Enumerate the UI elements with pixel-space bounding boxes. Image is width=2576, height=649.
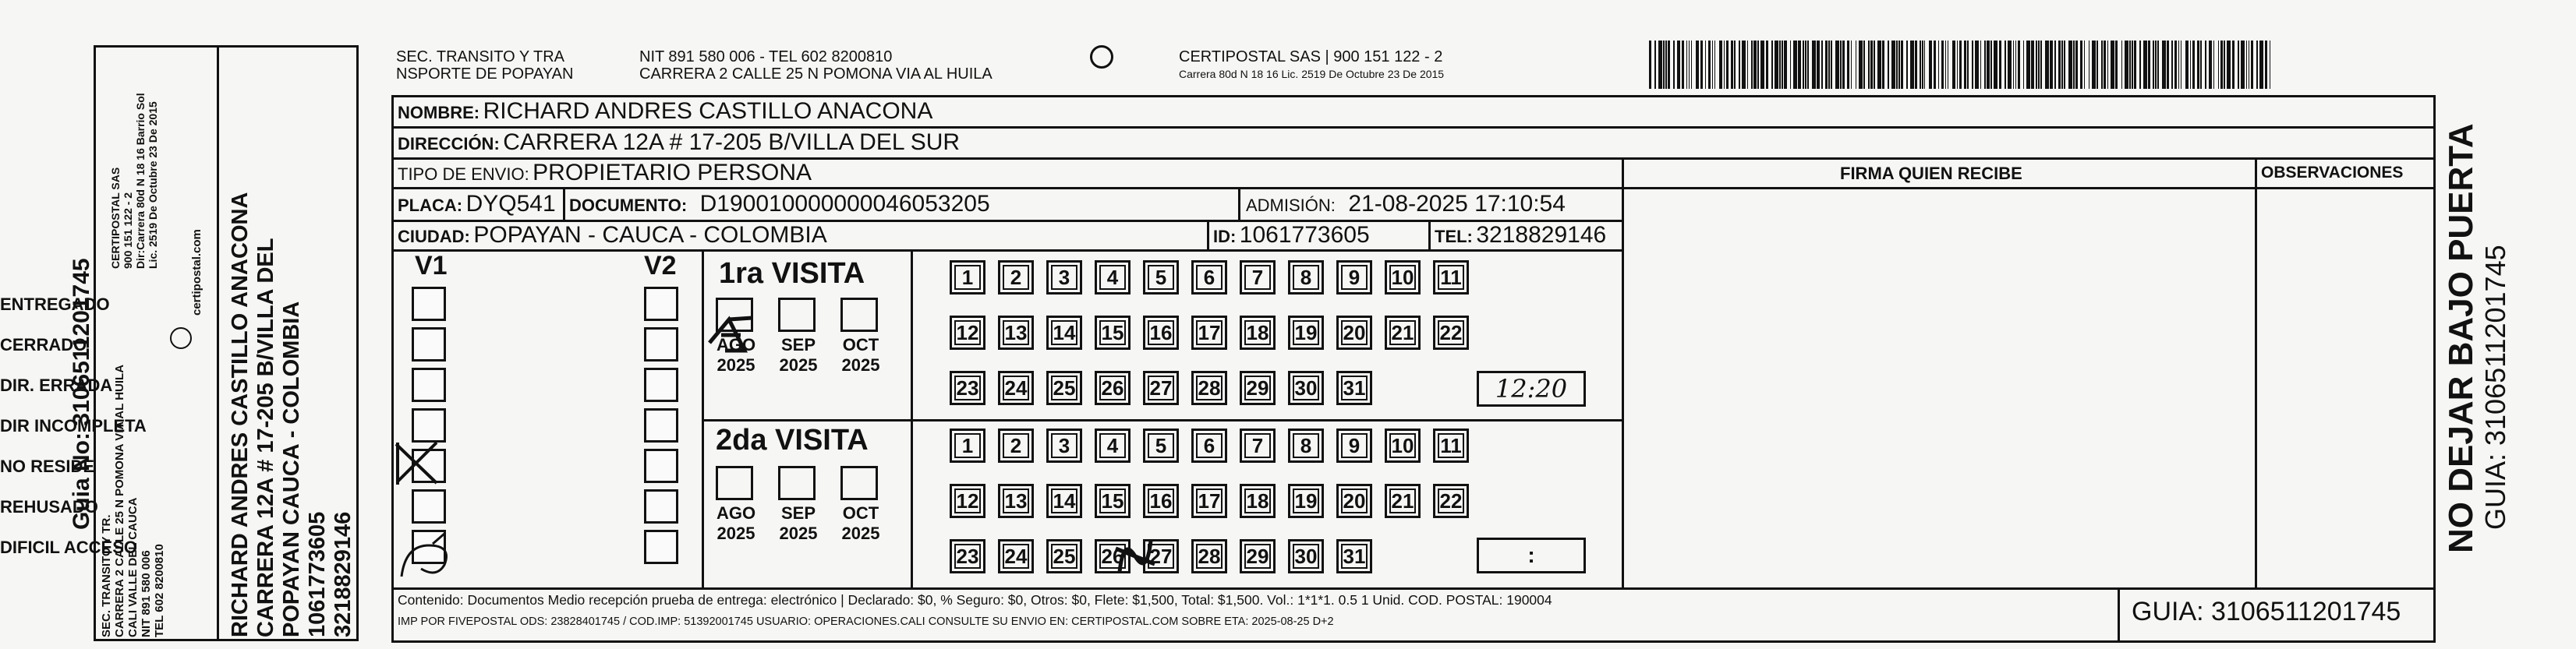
barcode-bar [1898, 41, 1900, 89]
v2-checkbox[interactable] [644, 530, 678, 564]
day-checkbox[interactable]: 16 [1143, 316, 1179, 350]
first-visit-time-box[interactable] [1477, 371, 1586, 407]
barcode-bar [1784, 41, 1786, 89]
barcode-bar [1696, 41, 1700, 89]
barcode-bar [2073, 41, 2075, 89]
barcode-bar [1888, 41, 1889, 89]
barcode-bar [1906, 41, 1908, 89]
barcode-bar [2178, 41, 2180, 89]
day-checkbox[interactable]: 26 [1095, 539, 1131, 573]
barcode-bar [2181, 41, 2182, 89]
header-sender: SEC. TRANSITO Y TRA NSPORTE DE POPAYAN [396, 48, 574, 83]
barcode-bar [1828, 41, 1830, 89]
day-checkbox[interactable]: 4 [1095, 429, 1131, 463]
barcode-bar [2125, 41, 2128, 89]
v2-checkbox[interactable] [644, 449, 678, 483]
barcode-bar [1668, 41, 1670, 89]
barcode-bar [1945, 41, 1947, 89]
barcode-bar [1975, 41, 1979, 89]
barcode-bar [1999, 41, 2001, 89]
certipostal-logo-icon [1090, 45, 1113, 69]
ciudad-row: CIUDAD: POPAYAN - CAUCA - COLOMBIA [398, 222, 827, 248]
certipostal-logo-icon [170, 327, 192, 349]
barcode-bar [2209, 41, 2213, 89]
day-checkbox[interactable]: 31 [1336, 371, 1372, 405]
signature-mark-icon [398, 530, 468, 584]
barcode-bar [2018, 41, 2020, 89]
barcode-bar [2134, 41, 2136, 89]
barcode-bar [1673, 41, 1675, 89]
month-checkbox[interactable] [716, 466, 753, 500]
tipo-envio-row: TIPO DE ENVIO: PROPIETARIO PERSONA [398, 160, 812, 185]
month-checkbox[interactable] [840, 298, 878, 332]
day-checkbox[interactable]: 1 [950, 429, 985, 463]
barcode-bar [2224, 41, 2225, 89]
day-checkbox[interactable]: 10 [1385, 260, 1421, 295]
day-checkbox[interactable]: 3 [1046, 260, 1082, 295]
observaciones-header: OBSERVACIONES [2261, 164, 2404, 182]
barcode-bar [2220, 41, 2223, 89]
day-checkbox[interactable]: 13 [998, 484, 1034, 518]
month-label: OCT 2025 [841, 335, 880, 375]
barcode-bar [2190, 41, 2192, 89]
month-label: AGO 2025 [716, 503, 756, 543]
barcode-bar [1915, 41, 1917, 89]
v2-checkbox[interactable] [644, 489, 678, 524]
barcode-bar [2185, 41, 2189, 89]
barcode-bar [2171, 41, 2173, 89]
barcode-bar [1779, 41, 1781, 89]
barcode-bar [2036, 41, 2037, 89]
month-checkbox[interactable] [840, 466, 878, 500]
barcode-bar [2111, 41, 2114, 89]
barcode-bar [1874, 41, 1875, 89]
barcode-bar [1714, 41, 1716, 89]
day-checkbox[interactable]: 28 [1191, 539, 1227, 573]
barcode-bar [1760, 41, 1764, 89]
barcode-bar [2129, 41, 2131, 89]
barcode-bar [2040, 41, 2042, 89]
barcode-bar [1859, 41, 1863, 89]
stub-guia-number: Guia No: 3106511201745 [69, 258, 94, 530]
barcode-bar [1700, 41, 1703, 89]
barcode-bar [2023, 41, 2025, 89]
reason-label: DIR INCOMPLETA [0, 416, 147, 436]
day-checkbox[interactable]: 2 [998, 260, 1034, 295]
barcode-bar [2121, 41, 2123, 89]
barcode-bar [2218, 41, 2220, 89]
barcode-bar [2075, 41, 2078, 89]
second-visit-title: 2da VISITA [716, 424, 869, 457]
day-checkbox[interactable]: 9 [1336, 260, 1372, 295]
barcode-bar [2092, 41, 2096, 89]
barcode-bar [1677, 41, 1681, 89]
barcode-bar [1910, 41, 1914, 89]
v2-checkbox[interactable] [644, 368, 678, 402]
barcode-bar [1856, 41, 1857, 89]
day-checkbox[interactable]: 6 [1191, 429, 1227, 463]
barcode-bar [1847, 41, 1849, 89]
barcode-bar [2249, 41, 2250, 89]
header-courier: CERTIPOSTAL SAS | 900 151 122 - 2 Carrera 80d N 18 16 Lic. 2519 De Octubre 23 De 2015 [1179, 48, 1445, 80]
day-checkbox[interactable]: 24 [998, 371, 1034, 405]
second-visit-time-box[interactable] [1477, 538, 1586, 573]
day-checkbox[interactable]: 14 [1046, 316, 1082, 350]
scribble-mark-icon [706, 312, 760, 358]
barcode-bar [1851, 41, 1852, 89]
side-warning: NO DEJAR BAJO PUERTA [2442, 123, 2480, 553]
barcode-bar [1967, 41, 1969, 89]
barcode-bar [1782, 41, 1783, 89]
barcode-bar [1842, 41, 1845, 89]
month-checkbox[interactable] [778, 298, 816, 332]
first-visit-title: 1ra VISITA [719, 257, 865, 290]
month-label: SEP 2025 [779, 503, 818, 543]
v1-checkbox[interactable] [412, 327, 446, 362]
barcode-bar [2115, 41, 2118, 89]
barcode-bar [2064, 41, 2065, 89]
day-checkbox[interactable]: 31 [1336, 539, 1372, 573]
barcode-bar [1775, 41, 1778, 89]
barcode-bar [1952, 41, 1956, 89]
day-checkbox[interactable]: 25 [1046, 539, 1082, 573]
barcode-bar [1712, 41, 1714, 89]
barcode-bar [1726, 41, 1729, 89]
barcode-bar [1994, 41, 1997, 89]
day-checkbox[interactable]: 25 [1046, 371, 1082, 405]
day-checkbox[interactable]: 17 [1191, 316, 1227, 350]
v1-checkbox[interactable] [412, 368, 446, 402]
stub-courier: CERTIPOSTAL SAS 900 151 122 - 2 Dir:Carrera 80d N 18 16 Barrio Sol Lic. 2519 De Octubre 23 De 2015 [109, 93, 159, 269]
barcode-bar [1691, 41, 1693, 89]
second-visit-time: : [1527, 543, 1535, 567]
barcode-bar [1920, 41, 1921, 89]
day-checkbox[interactable]: 8 [1288, 260, 1324, 295]
day-checkbox[interactable]: 12 [950, 316, 985, 350]
day-checkbox[interactable]: 29 [1240, 539, 1276, 573]
day-checkbox[interactable]: 13 [998, 316, 1034, 350]
barcode-bar [2238, 41, 2239, 89]
first-visit-time: 12:20 [1495, 374, 1568, 404]
day-checkbox[interactable]: 5 [1143, 429, 1179, 463]
barcode-bar [1658, 41, 1662, 89]
placa-row: PLACA: DYQ541 [398, 191, 556, 217]
day-checkbox[interactable]: 18 [1240, 316, 1276, 350]
day-checkbox[interactable]: 4 [1095, 260, 1131, 295]
day-checkbox[interactable]: 1 [950, 260, 985, 295]
footer-guia: GUIA: 3106511201745 [2132, 597, 2401, 626]
barcode-bar [1682, 41, 1684, 89]
barcode-bar [1835, 41, 1839, 89]
barcode-bar [1957, 41, 1959, 89]
day-checkbox[interactable]: 14 [1046, 484, 1082, 518]
barcode-bar [1663, 41, 1665, 89]
day-checkbox[interactable]: 3 [1046, 429, 1082, 463]
day-checkbox[interactable]: 5 [1143, 260, 1179, 295]
barcode-bar [1924, 41, 1926, 89]
day-checkbox[interactable]: 21 [1385, 484, 1421, 518]
documento-row: DOCUMENTO: D190010000000046053205 [569, 191, 990, 217]
reason-label: DIFICIL ACCESO [0, 538, 138, 557]
reason-label: DIR. ERRADA [0, 376, 113, 395]
barcode-bar [2101, 41, 2103, 89]
barcode-bar [2246, 41, 2248, 89]
barcode-bar [1972, 41, 1973, 89]
id-row: ID: 1061773605 [1213, 222, 1370, 248]
barcode-bar [1747, 41, 1749, 89]
barcode-bar [2026, 41, 2030, 89]
barcode-bar [2107, 41, 2109, 89]
barcode-bar [1948, 41, 1949, 89]
barcode-bar [1689, 41, 1690, 89]
barcode-bar [1771, 41, 1773, 89]
barcode-bar [2132, 41, 2133, 89]
barcode-bar [1934, 41, 1936, 89]
barcode-bar [1891, 41, 1895, 89]
day-checkbox[interactable]: 27 [1143, 371, 1179, 405]
nombre-row: NOMBRE: RICHARD ANDRES CASTILLO ANACONA [398, 98, 933, 124]
barcode-bar [2153, 41, 2154, 89]
v2-checkbox[interactable] [644, 287, 678, 321]
month-label: OCT 2025 [841, 503, 880, 543]
barcode-bar [2068, 41, 2072, 89]
barcode-bar [2227, 41, 2231, 89]
v2-checkbox[interactable] [644, 327, 678, 362]
day-checkbox[interactable]: 30 [1288, 371, 1324, 405]
scribble-mark-icon [1112, 533, 1159, 580]
barcode-bar [2008, 41, 2012, 89]
day-checkbox[interactable]: 6 [1191, 260, 1227, 295]
day-checkbox[interactable]: 20 [1336, 316, 1372, 350]
barcode-bar [2031, 41, 2033, 89]
barcode-bar [1807, 41, 1809, 89]
barcode-bar [1882, 41, 1884, 89]
barcode-bar [2038, 41, 2040, 89]
day-checkbox[interactable]: 28 [1191, 371, 1227, 405]
barcode-bar [1941, 41, 1944, 89]
day-checkbox[interactable]: 21 [1385, 316, 1421, 350]
day-checkbox[interactable]: 19 [1288, 316, 1324, 350]
day-checkbox[interactable]: 24 [998, 539, 1034, 573]
reason-label: REHUSADO [0, 497, 98, 517]
barcode-bar [2251, 41, 2253, 89]
barcode-bar [1959, 41, 1962, 89]
day-checkbox[interactable]: 29 [1240, 371, 1276, 405]
stub-divider [217, 45, 219, 641]
day-checkbox[interactable]: 7 [1240, 260, 1276, 295]
barcode-bar [1798, 41, 1800, 89]
barcode-bar [1863, 41, 1865, 89]
barcode-bar [2084, 41, 2086, 89]
day-checkbox[interactable]: 11 [1433, 429, 1469, 463]
barcode-bar [2089, 41, 2090, 89]
day-checkbox[interactable]: 16 [1143, 484, 1179, 518]
side-guia: GUIA: 3106511201745 [2479, 245, 2511, 530]
barcode-bar [2265, 41, 2267, 89]
barcode-bar [2205, 41, 2206, 89]
reason-label: CERRADO [0, 335, 87, 354]
day-checkbox[interactable]: 7 [1240, 429, 1276, 463]
barcode-bar [2174, 41, 2177, 89]
barcode-bar [1831, 41, 1832, 89]
v1-checkbox[interactable] [412, 489, 446, 524]
barcode-bar [2139, 41, 2141, 89]
barcode-bar [1654, 41, 1656, 89]
direccion-row: DIRECCIÓN: CARRERA 12A # 17-205 B/VILLA DEL SUR [398, 129, 961, 155]
reason-label: NO RESIDE [0, 457, 95, 476]
barcode-bar [2241, 41, 2245, 89]
barcode-bar [2080, 41, 2082, 89]
day-checkbox[interactable]: 17 [1191, 484, 1227, 518]
barcode-bar [2097, 41, 2098, 89]
barcode-bar [1665, 41, 1667, 89]
barcode-bar [2167, 41, 2169, 89]
barcode-bar [1929, 41, 1933, 89]
v2-label: V2 [644, 251, 677, 280]
check-mark-icon [390, 436, 452, 491]
day-checkbox[interactable]: 30 [1288, 539, 1324, 573]
barcode-bar [2192, 41, 2195, 89]
month-label: AGO 2025 [716, 335, 756, 375]
barcode-bar [2162, 41, 2166, 89]
barcode-bar [1984, 41, 1986, 89]
barcode-bar [1922, 41, 1923, 89]
barcode-bar [1812, 41, 1816, 89]
barcode-bar [1724, 41, 1725, 89]
barcode-bar [2045, 41, 2049, 89]
barcode-bar [2155, 41, 2157, 89]
barcode-bar [2015, 41, 2017, 89]
barcode-bar [2232, 41, 2235, 89]
day-checkbox[interactable]: 2 [998, 429, 1034, 463]
barcode-bar [2200, 41, 2202, 89]
v1-checkbox[interactable] [412, 287, 446, 321]
barcode-bar [1739, 41, 1740, 89]
v1-label: V1 [415, 251, 448, 280]
barcode-bar [1825, 41, 1828, 89]
barcode-bar [1877, 41, 1881, 89]
barcode-bar [1990, 41, 1992, 89]
barcode-bar [1753, 41, 1756, 89]
barcode-bar [1840, 41, 1842, 89]
day-checkbox[interactable]: 15 [1095, 316, 1131, 350]
barcode-bar [1649, 41, 1651, 89]
barcode-bar [2259, 41, 2263, 89]
barcode-bar [1757, 41, 1759, 89]
header-nit: NIT 891 580 006 - TEL 602 8200810 CARRERA 2 CALLE 25 N POMONA VIA AL HUILA [639, 48, 993, 83]
v2-checkbox[interactable] [644, 408, 678, 443]
barcode-bar [1821, 41, 1823, 89]
barcode-bar [2050, 41, 2052, 89]
stub-recipient: RICHARD ANDRES CASTILLO ANACONA CARRERA 12A # 17-205 B/VILLA DEL POPAYAN CAUCA - COLOMBIA 1061773605 3218829146 [228, 192, 356, 637]
day-checkbox[interactable]: 10 [1385, 429, 1421, 463]
barcode-bar [2197, 41, 2199, 89]
day-checkbox[interactable]: 12 [950, 484, 985, 518]
month-label: SEP 2025 [779, 335, 818, 375]
day-checkbox[interactable]: 8 [1288, 429, 1324, 463]
footer-line-2: IMP POR FIVEPOSTAL ODS: 23828401745 / COD.IMP: 51392001745 USUARIO: OPERACIONES.CALI CONSULTE SU ENVIO EN: CERTIPOSTAL.COM SOBRE ETA: 2025-08-25 D+2 [398, 615, 1334, 628]
day-checkbox[interactable]: 22 [1433, 484, 1469, 518]
barcode-bar [1731, 41, 1733, 89]
admision-row: ADMISIÓN: 21-08-2025 17:10:54 [1246, 191, 1566, 217]
barcode-bar [1793, 41, 1797, 89]
day-checkbox[interactable]: 9 [1336, 429, 1372, 463]
stub-sender: SEC. TRANSITO Y TR. CARRERA 2 CALLE 25 N POMONA VIA AL HUILA CALI VALLE DEL CAUCA NIT 891 580 006 TEL 602 8200810 [100, 364, 166, 637]
day-checkbox[interactable]: 18 [1240, 484, 1276, 518]
barcode-bar [1805, 41, 1806, 89]
barcode-bar [2213, 41, 2215, 89]
barcode-bar [2157, 41, 2159, 89]
day-checkbox[interactable]: 22 [1433, 316, 1469, 350]
day-checkbox[interactable]: 23 [950, 539, 985, 573]
barcode-bar [2058, 41, 2061, 89]
day-checkbox[interactable]: 27 [1143, 539, 1179, 573]
day-checkbox[interactable]: 11 [1433, 260, 1469, 295]
barcode-bar [2054, 41, 2056, 89]
barcode-bar [1742, 41, 1746, 89]
barcode-bar [1705, 41, 1707, 89]
barcode-bar [1766, 41, 1768, 89]
day-checkbox[interactable]: 23 [950, 371, 985, 405]
barcode-bar [2104, 41, 2106, 89]
barcode-bar [1896, 41, 1898, 89]
barcode-bar [2143, 41, 2147, 89]
barcode-bar [1964, 41, 1966, 89]
barcode-bar [2061, 41, 2063, 89]
footer-line-1: Contenido: Documentos Medio recepción prueba de entrega: electrónico | Declarado: $0, % Seguro: $0, Otros: $0, Flete: $1,500, Total: $1,500. Vol.: 1*1*1. 0.5 1 Unid. COD. POSTAL: 190004 [398, 592, 1552, 608]
barcode-bar [2013, 41, 2015, 89]
day-checkbox[interactable]: 19 [1288, 484, 1324, 518]
barcode-bar [1868, 41, 1870, 89]
barcode-bar [1803, 41, 1804, 89]
stub-website: certipostal.com [190, 229, 203, 316]
barcode-bar [1751, 41, 1753, 89]
barcode-bar [1734, 41, 1736, 89]
barcode-bar [2148, 41, 2150, 89]
header-barcode [1649, 41, 2284, 89]
tel-row: TEL: 3218829146 [1435, 222, 1607, 248]
barcode-bar [1686, 41, 1688, 89]
barcode-bar [1708, 41, 1711, 89]
barcode-bar [1719, 41, 1723, 89]
day-checkbox[interactable]: 20 [1336, 484, 1372, 518]
barcode-bar [1817, 41, 1819, 89]
day-checkbox[interactable]: 15 [1095, 484, 1131, 518]
barcode-bar [1790, 41, 1792, 89]
day-checkbox[interactable]: 26 [1095, 371, 1131, 405]
barcode-bar [1980, 41, 1982, 89]
firma-header: FIRMA QUIEN RECIBE [1840, 164, 2022, 183]
barcode-bar [2256, 41, 2258, 89]
barcode-bar [2005, 41, 2006, 89]
barcode-bar [1901, 41, 1903, 89]
barcode-bar [2270, 41, 2271, 89]
reason-label: ENTREGADO [0, 295, 110, 314]
barcode-bar [1987, 41, 1989, 89]
barcode-bar [1870, 41, 1873, 89]
barcode-bar [1938, 41, 1940, 89]
month-checkbox[interactable] [778, 466, 816, 500]
